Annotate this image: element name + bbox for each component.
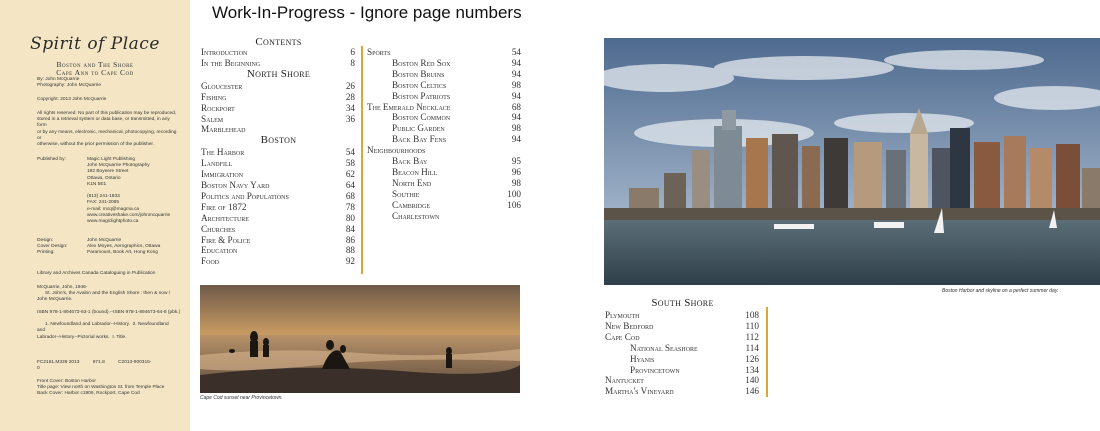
toc-entry bbox=[201, 245, 355, 255]
cip-block bbox=[37, 285, 187, 341]
toc-entry-label: Landfill bbox=[201, 158, 233, 169]
publisher-line: FAX: 241-2085 bbox=[87, 200, 120, 206]
toc-entry-label: New Bedford bbox=[605, 320, 654, 331]
credit-value: John McQuarrie bbox=[87, 238, 122, 243]
south-shore-heading: South Shore bbox=[651, 297, 714, 309]
toc-entry-page: 94 bbox=[511, 112, 521, 123]
boston-harbor-photo bbox=[604, 38, 1100, 285]
publisher-line: www.magiclightphoto.ca bbox=[87, 219, 139, 225]
toc-entry-page: 84 bbox=[345, 223, 355, 234]
toc-entry-label: Salem bbox=[201, 113, 224, 124]
toc-entry bbox=[201, 58, 355, 68]
class-line: 0 bbox=[37, 366, 40, 372]
toc-entry-page: 26 bbox=[345, 80, 355, 91]
toc-entry-page: 92 bbox=[345, 256, 355, 267]
toc-entry-label: Boston Celtics bbox=[392, 79, 447, 90]
toc-entry bbox=[605, 375, 759, 385]
toc-entry-page: 36 bbox=[345, 113, 355, 124]
book-subtitle-line2: Cape Ann to Cape Cod bbox=[56, 68, 134, 77]
toc-entry-page: 98 bbox=[511, 177, 521, 188]
toc-entry bbox=[630, 354, 759, 364]
toc-divider bbox=[361, 46, 363, 274]
cip-line: John McQuarrie. bbox=[37, 297, 73, 303]
toc-entry-page: 112 bbox=[745, 331, 759, 342]
toc-entry bbox=[392, 200, 521, 210]
sunset-caption: Cape Cod sunset near Provincetown. bbox=[200, 395, 283, 401]
toc-entry-label: The Emerald Necklace bbox=[367, 101, 451, 112]
photography-line: Photography: John McQuarrie bbox=[37, 83, 101, 89]
toc-entry-page: 34 bbox=[345, 102, 355, 113]
work-in-progress-notice: Work-In-Progress - Ignore page numbers bbox=[212, 3, 522, 22]
toc-entry-label: Neighbourhoods bbox=[367, 145, 426, 156]
toc-entry-label: Beacon Hill bbox=[392, 166, 438, 177]
toc-section-heading: Boston bbox=[260, 134, 297, 147]
toc-entry-page: 95 bbox=[511, 156, 521, 166]
toc-entry bbox=[201, 92, 355, 102]
contents-heading: Contents bbox=[255, 36, 302, 48]
toc-entry bbox=[392, 167, 521, 177]
publisher-line: John McQuarrie Photography bbox=[87, 163, 150, 169]
book-title-logo: Spirit of Place bbox=[30, 34, 160, 54]
credit-value: Alex Moyes, Aerographics, Ottawa bbox=[87, 244, 161, 250]
cip-line: McQuarrie, John, 1946- bbox=[37, 285, 88, 290]
publisher-line: www.creativeshake.com/johnmcquarrie bbox=[87, 212, 171, 218]
credit-value: Paramount, Book Art, Hong Kong bbox=[87, 250, 158, 256]
toc-entry-label: Back Bay Fens bbox=[392, 134, 447, 145]
toc-entry-page: 78 bbox=[345, 201, 355, 212]
toc-entry-page: 100 bbox=[507, 188, 521, 199]
toc-entry-label: Politics and Populations bbox=[201, 190, 289, 201]
toc-entry bbox=[367, 102, 521, 112]
cataloguing-heading: Library and Archives Canada Cataloguing in Publication bbox=[37, 271, 156, 276]
toc-entry-label: Churches bbox=[201, 223, 236, 234]
toc-entry-page: 94 bbox=[511, 68, 521, 79]
toc-entry-page: 80 bbox=[345, 212, 355, 223]
front-cover-line: Front Cover: Boston Harbor bbox=[37, 379, 96, 384]
toc-entry bbox=[605, 386, 759, 396]
toc-entry bbox=[392, 134, 521, 144]
rights-line: stored in a retrieval system or data base, or transmitted, in any bbox=[37, 117, 170, 123]
toc-entry bbox=[392, 80, 521, 90]
toc-entry-label: Rockport bbox=[201, 102, 235, 113]
toc-entry-label: In the Beginning bbox=[201, 57, 261, 68]
toc-entry-page: 114 bbox=[745, 342, 759, 353]
toc-entry-page: 94 bbox=[511, 57, 521, 68]
toc-entry-page: 96 bbox=[511, 166, 521, 177]
toc-entry-label: Cambridge bbox=[392, 199, 431, 210]
toc-entry-page: 134 bbox=[745, 364, 759, 375]
toc-entry bbox=[201, 213, 355, 223]
publisher-block bbox=[37, 157, 187, 225]
toc-entry-label: Southie bbox=[392, 188, 420, 199]
toc-entry bbox=[201, 147, 355, 157]
publisher-line: e-mail: mcq@magma.ca bbox=[87, 206, 140, 212]
toc-entry bbox=[201, 202, 355, 212]
toc-entry bbox=[201, 224, 355, 234]
toc-entry-label: Introduction bbox=[201, 47, 248, 57]
credit-label: Design: bbox=[37, 238, 54, 243]
cip-line: ISBN 978-1-894673-63-1 (bound).--ISBN 978-1-894673-64-8 (pbk.) bbox=[37, 309, 181, 315]
toc-entry-label: Fire & Police bbox=[201, 234, 251, 245]
cape-cod-sunset-photo bbox=[200, 285, 520, 393]
toc-entry bbox=[392, 156, 521, 166]
publisher-line: (613) 241-1833 bbox=[87, 194, 120, 200]
cip-line: 1. Newfoundland and Labrador--History. 2. Newfoundland bbox=[37, 322, 169, 328]
toc-entry bbox=[392, 58, 521, 68]
toc-entry-label: Plymouth bbox=[605, 310, 640, 320]
toc-entry bbox=[605, 332, 759, 342]
toc-entry-label: Charlestown bbox=[392, 210, 440, 221]
publisher-lines bbox=[87, 157, 187, 225]
toc-entry-label: Public Garden bbox=[392, 123, 445, 134]
south-shore-divider bbox=[766, 307, 768, 397]
toc-entry-label: Sports bbox=[367, 47, 391, 57]
toc-entry bbox=[201, 235, 355, 245]
toc-entry-label: Fishing bbox=[201, 91, 227, 102]
toc-entry-label: Boston Navy Yard bbox=[201, 180, 270, 190]
toc-entry bbox=[392, 69, 521, 79]
toc-entry bbox=[392, 211, 521, 221]
toc-entry-label: Education bbox=[201, 245, 238, 256]
rights-line: otherwise, without the prior permission of the publisher. bbox=[37, 142, 155, 148]
toc-entry-page: 106 bbox=[507, 199, 521, 210]
toc-entry bbox=[201, 124, 355, 134]
toc-entry-page: 108 bbox=[745, 310, 759, 320]
cip-line: and bbox=[37, 328, 46, 334]
toc-entry-label: Immigration bbox=[201, 169, 244, 180]
toc-entry bbox=[201, 256, 355, 266]
toc-entry bbox=[367, 47, 521, 57]
rights-line: or by any means, electronic, mechanical, photocopying, recording bbox=[37, 129, 177, 135]
toc-entry bbox=[201, 169, 355, 179]
toc-entry-page: 86 bbox=[345, 234, 355, 245]
credit-label: Cover Design: bbox=[37, 244, 68, 250]
toc-entry bbox=[201, 114, 355, 124]
toc-entry bbox=[201, 180, 355, 190]
toc-entry-label: Architecture bbox=[201, 212, 249, 223]
toc-section-heading: North Shore bbox=[246, 67, 311, 80]
toc-entry-page: 8 bbox=[350, 57, 355, 68]
toc-entry bbox=[630, 365, 759, 375]
back-cover-line: Back Cover: Harbor c1906, Rockport, Cape Cod bbox=[37, 391, 140, 397]
rights-line: form bbox=[37, 123, 47, 129]
copyright-line: Copyright: 2013 John McQuarrie bbox=[37, 97, 107, 102]
toc-entry-label: National Seashore bbox=[630, 342, 698, 353]
toc-entry bbox=[201, 81, 355, 91]
credit-row bbox=[37, 250, 187, 256]
toc-entry-label: Boston Bruins bbox=[392, 68, 445, 79]
toc-entry bbox=[605, 321, 759, 331]
toc-entry-page: 62 bbox=[345, 169, 355, 180]
publisher-line: K1N 5E1 bbox=[87, 181, 107, 187]
toc-entry bbox=[392, 178, 521, 188]
toc-entry-page: 94 bbox=[511, 134, 521, 145]
toc-entry-page: 140 bbox=[745, 375, 759, 386]
toc-entry-page: 126 bbox=[745, 353, 759, 364]
toc-entry bbox=[392, 123, 521, 133]
toc-entry-label: Cape Cod bbox=[605, 331, 640, 342]
cip-line: Labrador--History--Pictorial works. I. Title. bbox=[37, 334, 127, 340]
toc-entry bbox=[630, 343, 759, 353]
rights-line: or bbox=[37, 135, 42, 141]
toc-entry-page: 94 bbox=[511, 90, 521, 101]
credit-label: Printing: bbox=[37, 250, 55, 256]
design-credits bbox=[37, 238, 187, 257]
class-line: FC2161.M339 2013 971.8 C2013-900315- bbox=[37, 360, 152, 365]
title-page-line: Title page: View north on Washington St. from Temple Place bbox=[37, 385, 165, 391]
cover-credits bbox=[37, 379, 187, 398]
toc-entry bbox=[392, 91, 521, 101]
toc-entry-label: Fire of 1872 bbox=[201, 201, 247, 212]
class-number bbox=[37, 360, 187, 372]
toc-entry-label: Boston Red Sox bbox=[392, 57, 451, 68]
cip-line: St. John's, the Avalon and the English Shore : then & now / bbox=[37, 291, 171, 297]
toc-entry-label: Boston Patriots bbox=[392, 90, 451, 101]
toc-entry-label: Provincetown bbox=[630, 364, 680, 375]
toc-entry bbox=[392, 112, 521, 122]
toc-entry-label: Marblehead bbox=[201, 124, 246, 135]
toc-entry-page: 68 bbox=[511, 101, 521, 112]
harbor-caption: Boston Harbor and skyline on a perfect summer day. bbox=[942, 288, 1059, 294]
toc-entry-page: 64 bbox=[345, 180, 355, 190]
book-subtitle-line1: Boston and The Shore bbox=[56, 60, 134, 69]
toc-entry bbox=[201, 103, 355, 113]
toc-entry-label: North End bbox=[392, 177, 432, 188]
author-line: By: John McQuarrie bbox=[37, 77, 80, 82]
toc-entry bbox=[201, 158, 355, 168]
toc-entry-page: 28 bbox=[345, 91, 355, 102]
publisher-line: Magic Light Publishing bbox=[87, 157, 135, 162]
toc-entry-label: Nantucket bbox=[605, 375, 644, 386]
rights-notice bbox=[37, 111, 187, 148]
publisher-line: 192 Boyeere Street bbox=[87, 169, 129, 175]
toc-entry-label: Hyanis bbox=[630, 353, 655, 364]
credits-block bbox=[37, 77, 187, 89]
toc-entry-page: 54 bbox=[345, 147, 355, 158]
toc-entry-page: 98 bbox=[511, 123, 521, 134]
rights-line: All rights reserved. No part of this publication may be reproduced, bbox=[37, 111, 177, 116]
toc-entry bbox=[201, 191, 355, 201]
toc-entry bbox=[367, 145, 521, 155]
toc-entry-label: Back Bay bbox=[392, 156, 428, 166]
toc-entry-label: Boston Common bbox=[392, 112, 451, 123]
publisher-line: Ottawa, Ontario bbox=[87, 175, 121, 181]
toc-entry-label: Gloucester bbox=[201, 80, 243, 91]
toc-entry-page: 68 bbox=[345, 190, 355, 201]
toc-entry-label: Martha's Vineyard bbox=[605, 386, 674, 397]
toc-entry-page: 88 bbox=[345, 245, 355, 256]
toc-entry-page: 98 bbox=[511, 79, 521, 90]
toc-entry-label: The Harbor bbox=[201, 147, 245, 158]
toc-entry-page: 58 bbox=[345, 158, 355, 169]
toc-entry-page: 110 bbox=[745, 320, 759, 331]
toc-entry-page: 6 bbox=[350, 47, 355, 57]
toc-entry-page: 54 bbox=[511, 47, 521, 57]
toc-entry-label: Food bbox=[201, 256, 220, 267]
toc-entry bbox=[392, 189, 521, 199]
toc-entry-page: 146 bbox=[745, 386, 759, 397]
toc-entry bbox=[201, 47, 355, 57]
published-by-label: Published by: bbox=[37, 157, 66, 162]
toc-entry bbox=[605, 310, 759, 320]
